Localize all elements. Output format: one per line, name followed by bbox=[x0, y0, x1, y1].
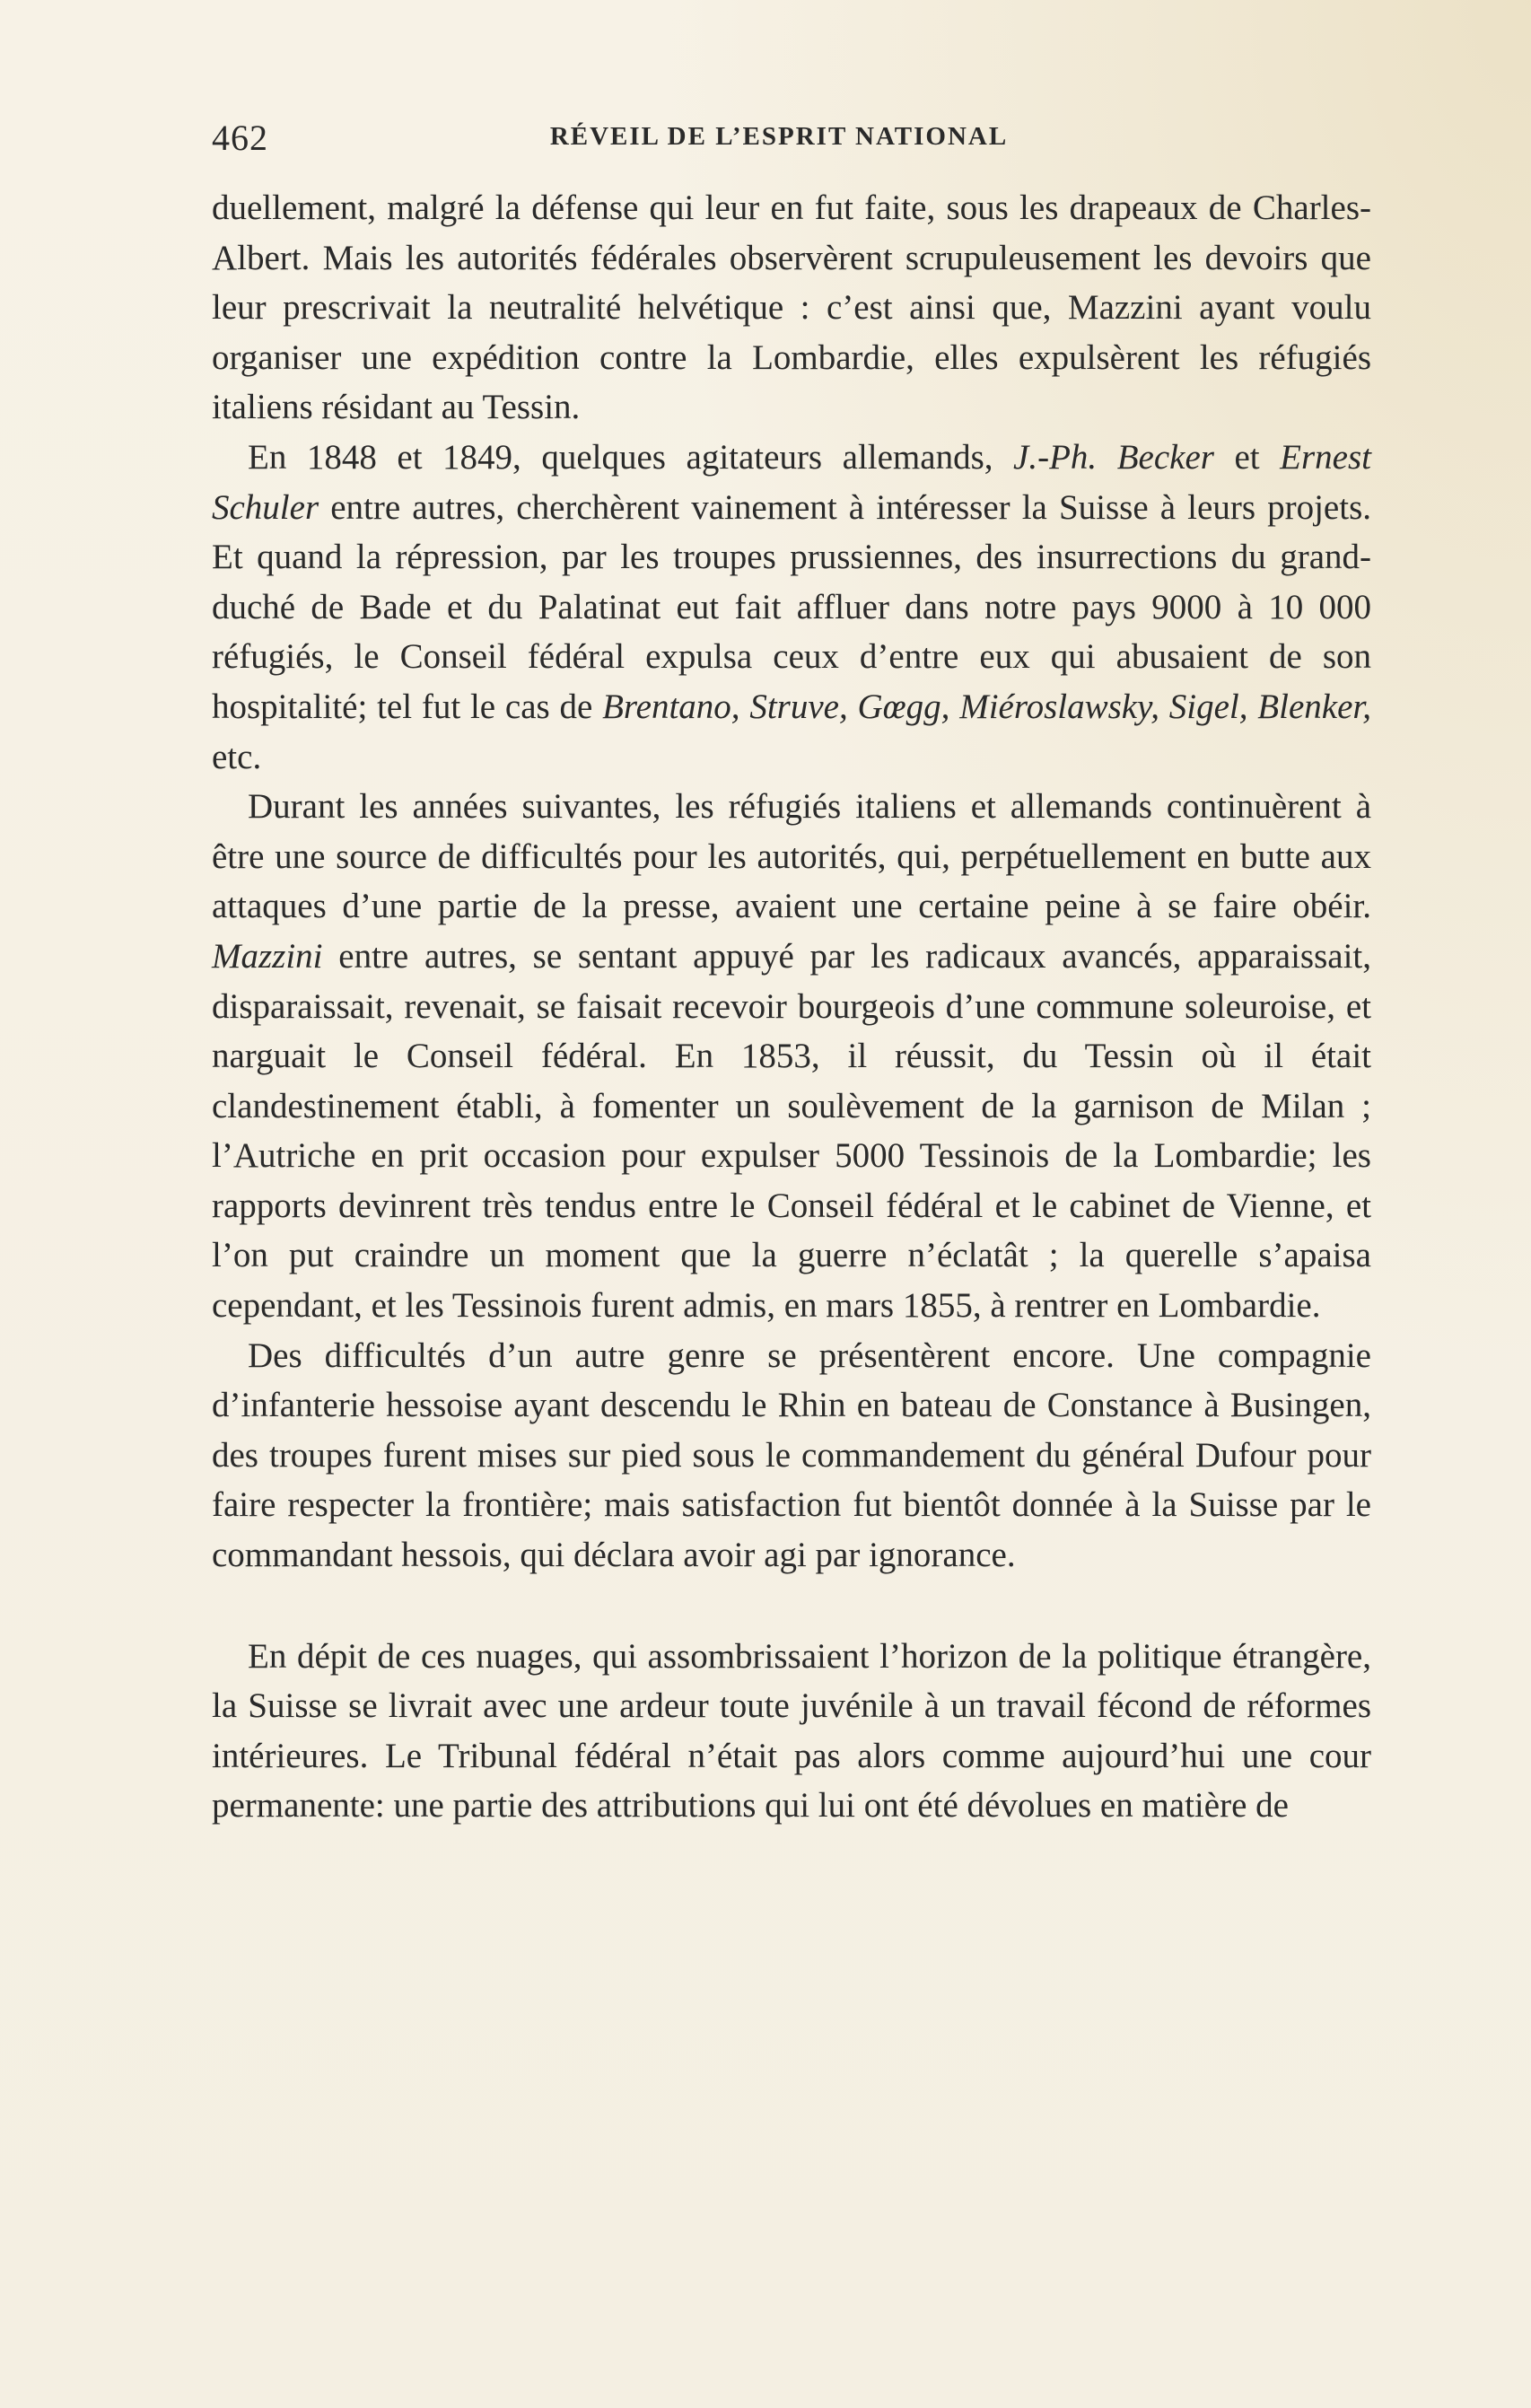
text-run: et bbox=[1213, 437, 1281, 477]
page-header bbox=[212, 117, 1346, 162]
running-title: RÉVEIL DE L’ESPRIT NATIONAL bbox=[549, 122, 1009, 151]
body-text bbox=[212, 183, 1371, 1831]
person-names: Brentano, Struve, Gœgg, Miéroslawsky, Sigel, Blenker, bbox=[602, 687, 1371, 726]
text-run: Durant les années suivantes, les réfugiés italiens et allemands continuèrent à être une source de difficultés pour les autorités, qui, perpétuellement en butte aux attaques d’une partie de la presse, avaient une certaine peine à se faire obéir. bbox=[212, 787, 1371, 926]
paragraph-following-years bbox=[212, 782, 1371, 1331]
text-run: etc. bbox=[212, 737, 262, 776]
text-run: En 1848 et 1849, quelques agitateurs allemands, bbox=[248, 437, 1014, 477]
person-name: J.-Ph. Becker bbox=[1013, 437, 1214, 477]
page-number: 462 bbox=[212, 118, 268, 158]
person-name: Ernest Schuler bbox=[212, 437, 1371, 527]
paragraph-internal-reforms: En dépit de ces nuages, qui assombrissaient l’horizon de la politique étrangère, la Suisse se livrait avec une ardeur toute juvénile à un travail fécond de réformes intérieures. Le Tribunal fédéral n’était pas alors comme aujourd’hui une cour permanente: une partie des attributions qui lui ont été dévolues en matière de bbox=[212, 1636, 1371, 1826]
text-run: entre autres, cherchèrent vainement à intéresser la Suisse à leurs projets. Et quand la répression, par les troupes prussiennes, des insurrections du grand-duché de Bade et du Palatinat eut fait affluer dans notre pays 9000 à 10 000 réfugiés, le Conseil fédéral expulsa ceux d’entre eux qui abusaient de son hospitalité; tel fut le cas de bbox=[212, 487, 1371, 726]
person-name: Mazzini bbox=[212, 936, 323, 976]
paragraph-german-refugees bbox=[212, 433, 1371, 782]
paragraph-hessian-incident: Des difficultés d’un autre genre se présentèrent encore. Une compagnie d’infanterie hessoise ayant descendu le Rhin en bateau de Constance à Busingen, des troupes furent mises sur pied sous le commandement du général Dufour pour faire respecter la frontière; mais satisfaction fut bientôt donnée à la Suisse par le commandant hessois, qui déclara avoir agi par ignorance. bbox=[212, 1335, 1371, 1575]
paragraph-continuation: duellement, malgré la défense qui leur en fut faite, sous les drapeaux de Charles-Albert. Mais les autorités fédérales observèrent scrupuleusement les devoirs que leur prescrivait la neutralité helvétique : c’est ainsi que, Mazzini ayant voulu organiser une expédition contre la Lombardie, elles expulsèrent les réfugiés italiens résidant au Tessin. bbox=[212, 188, 1371, 427]
text-run: entre autres, se sentant appuyé par les radicaux avancés, apparaissait, disparaissait, revenait, se faisait recevoir bourgeois d’une commune soleuroise, et narguait le Conseil fédéral. En 1853, il réussit, du Tessin où il était clandestinement établi, à fomenter un soulèvement de la garnison de Milan ; l’Autriche en prit occasion pour expulser 5000 Tessinois de la Lombardie; les rapports devinrent très tendus entre le Conseil fédéral et le cabinet de Vienne, et l’on put craindre un moment que la guerre n’éclatât ; la querelle s’apaisa cependant, et les Tessinois furent admis, en mars 1855, à rentrer en Lombardie. bbox=[212, 936, 1371, 1326]
